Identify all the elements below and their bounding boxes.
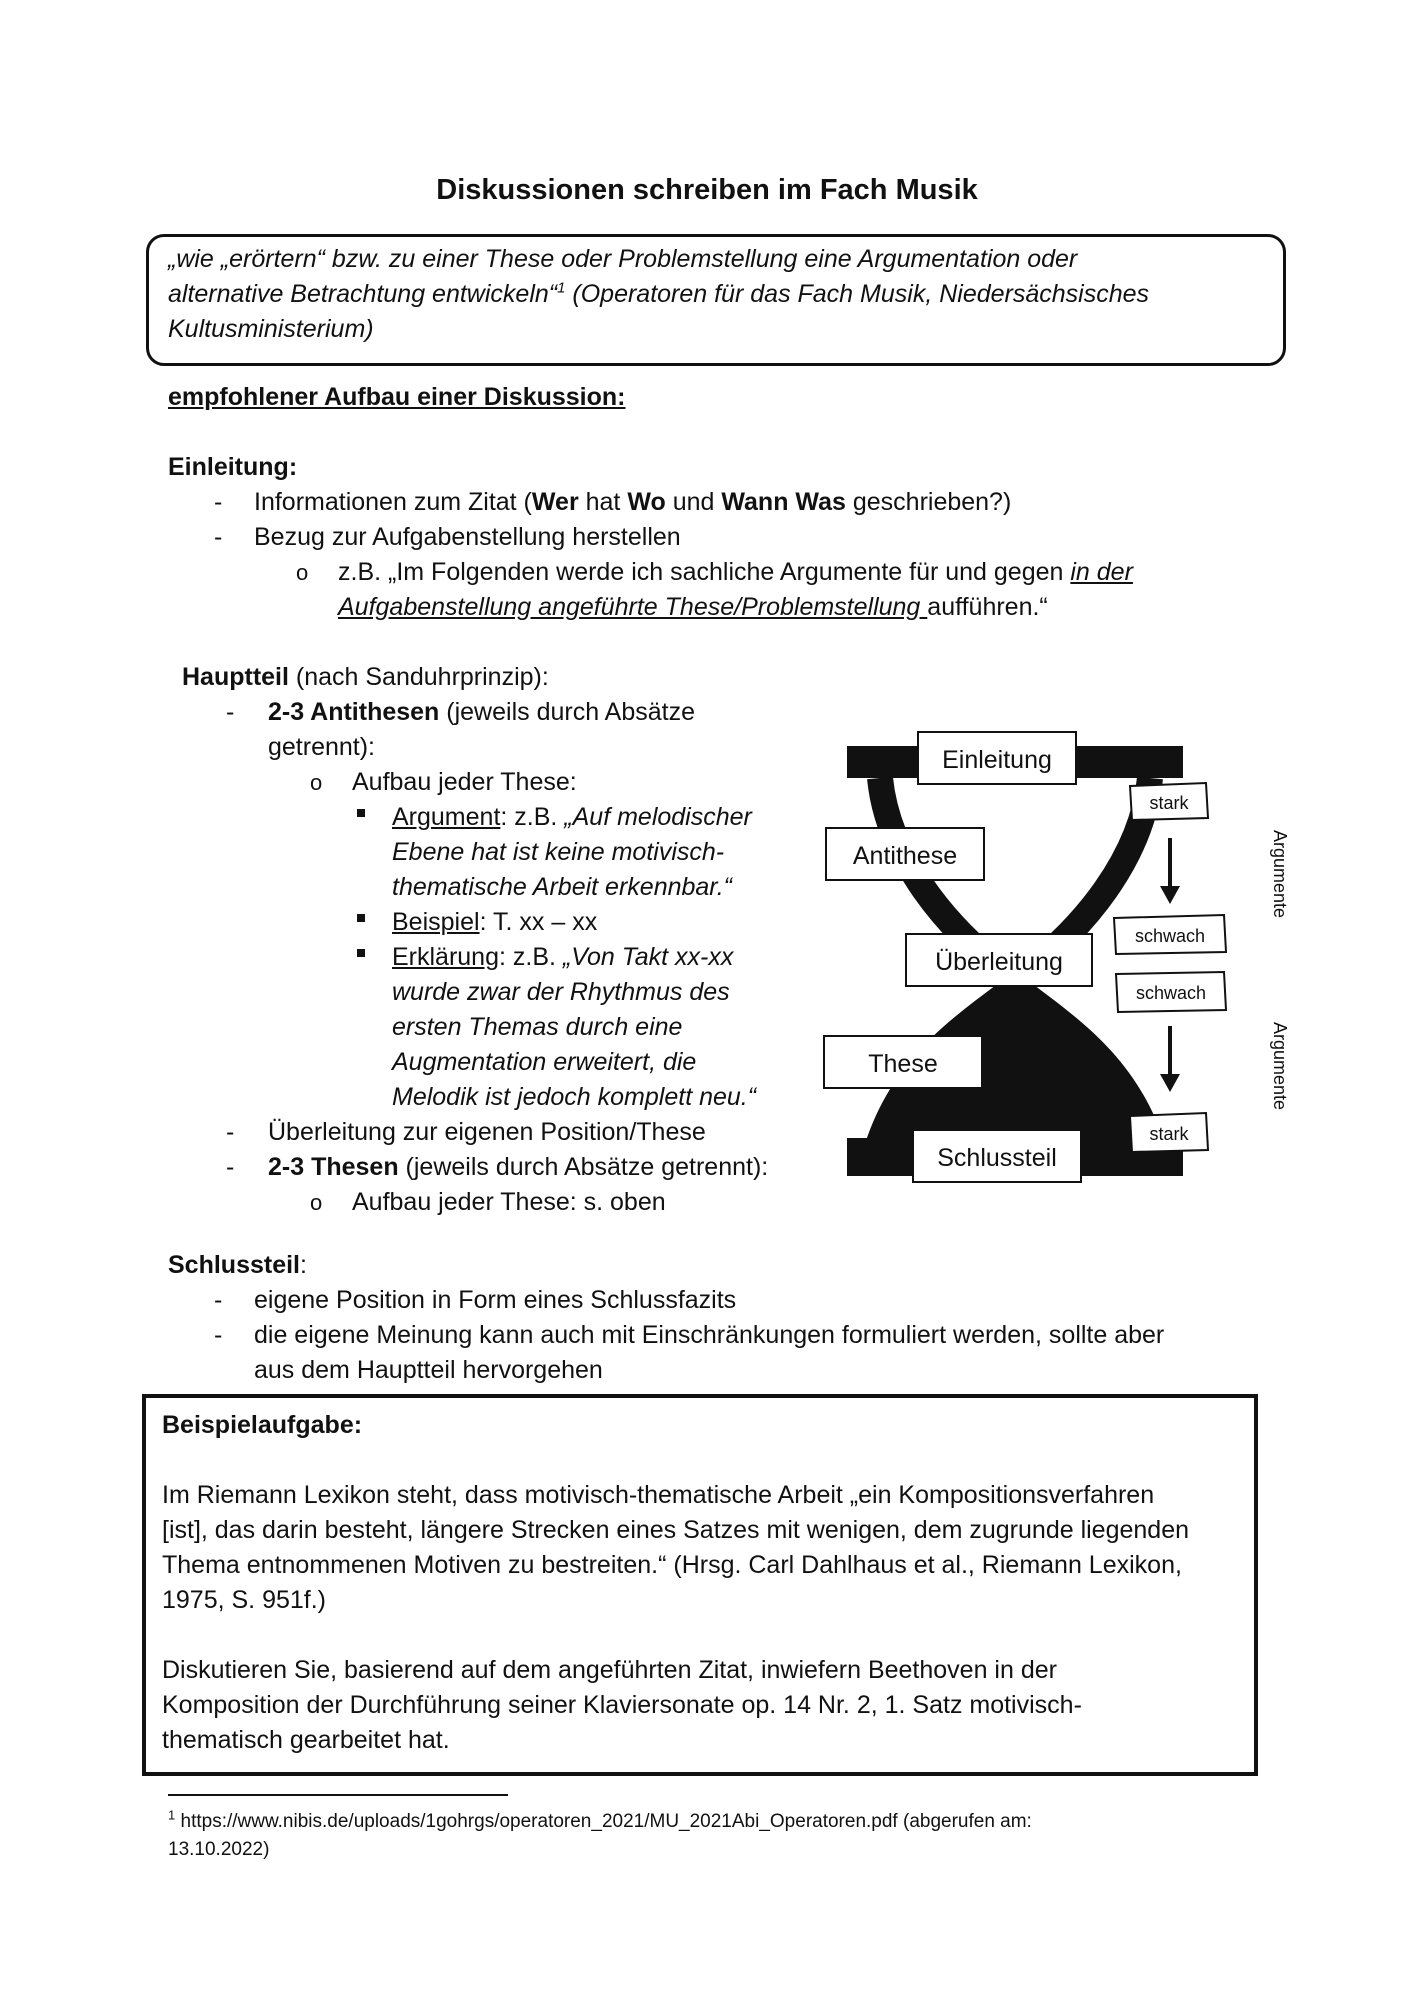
structure-heading: empfohlener Aufbau einer Diskussion: — [168, 383, 626, 411]
operator-line-1: „wie „erörtern“ bzw. zu einer These oder Problemstellung eine Argumentation oder — [168, 245, 1078, 273]
dash-bullet: - — [214, 523, 223, 551]
dash-bullet: - — [214, 488, 223, 516]
argument-line-2: Ebene hat ist keine motivisch- — [392, 838, 725, 866]
einleitung-subitem-1-line-2: Aufgabenstellung angeführte These/Problemstellung aufführen.“ — [338, 593, 1048, 621]
antithese-label: Antithese — [852, 842, 958, 870]
einleitung-item-1: Informationen zum Zitat (Wer hat Wo und Wann Was geschrieben?) — [254, 488, 1012, 516]
task-p1-line-3: Thema entnommenen Motiven zu bestreiten.“ (Hrsg. Carl Dahlhaus et al., Riemann Lexikon, — [162, 1551, 1182, 1579]
dash-bullet: - — [226, 1118, 235, 1146]
antithesen-item-line-2: getrennt): — [268, 733, 376, 761]
task-p1-line-2: [ist], das darin besteht, längere Strecken eines Satzes mit wenigen, dem zugrunde liegenden — [162, 1516, 1190, 1544]
schlussteil-item-2-line-1: die eigene Meinung kann auch mit Einschränkungen formuliert werden, sollte aber — [254, 1321, 1165, 1349]
erklaerung-line-3: ersten Themas durch eine — [392, 1013, 683, 1041]
circle-bullet: o — [296, 560, 309, 585]
erklaerung-line-4: Augmentation erweitert, die — [392, 1048, 697, 1076]
argument-line-3: thematische Arbeit erkennbar.“ — [392, 873, 732, 901]
dash-bullet: - — [226, 1153, 235, 1181]
footnote-url[interactable]: https://www.nibis.de/uploads/1gohrgs/operatoren_2021/MU_2021Abi_Operatoren.pdf (abgerufen am: — [175, 1811, 1032, 1832]
dash-bullet: - — [226, 698, 235, 726]
schwach-1-label: schwach — [1134, 926, 1206, 946]
thesen-item: 2-3 Thesen (jeweils durch Absätze getrennt): — [268, 1153, 769, 1181]
antithesen-item-line-1: 2-3 Antithesen (jeweils durch Absätze — [268, 698, 696, 726]
argument-line-1: Argument: z.B. „Auf melodischer — [392, 803, 752, 831]
schlussteil-heading: Schlussteil: — [168, 1251, 307, 1279]
hauptteil-heading: Hauptteil (nach Sanduhrprinzip): — [182, 663, 549, 691]
erklaerung-line-2: wurde zwar der Rhythmus des — [392, 978, 730, 1006]
operator-definition-text — [168, 242, 1268, 347]
schwach-2-label: schwach — [1135, 983, 1207, 1003]
page-title: Diskussionen schreiben im Fach Musik — [436, 174, 978, 206]
argumente-top-label: Argumente — [1270, 830, 1290, 919]
footnote-separator — [168, 1794, 508, 1796]
arrow-top-head — [1160, 886, 1180, 904]
stark-top-label: stark — [1149, 793, 1189, 813]
einleitung-heading: Einleitung: — [168, 453, 298, 481]
ueberleitung-label: Überleitung — [935, 948, 1063, 976]
aufbau-these: Aufbau jeder These: — [352, 768, 577, 796]
square-bullet — [357, 949, 365, 957]
einleitung-item-2: Bezug zur Aufgabenstellung herstellen — [254, 523, 681, 551]
schlussteil-item-1: eigene Position in Form eines Schlussfazits — [254, 1286, 737, 1314]
task-p1-line-1: Im Riemann Lexikon steht, dass motivisch-thematische Arbeit „ein Kompositionsverfahren — [162, 1481, 1155, 1509]
task-p2-line-3: thematisch gearbeitet hat. — [162, 1726, 450, 1754]
einleitung-subitem-1-line-1: z.B. „Im Folgenden werde ich sachliche Argumente für und gegen in der — [338, 558, 1133, 586]
these-label: These — [868, 1050, 938, 1078]
footnote — [168, 1808, 1278, 1864]
schlussteil-item-2-line-2: aus dem Hauptteil hervorgehen — [254, 1356, 603, 1384]
operator-line-2: alternative Betrachtung entwickeln“$^1$ (Operatoren für das Fach Musik, Niedersächsisches — [168, 279, 1150, 308]
task-p2-line-1: Diskutieren Sie, basierend auf dem angeführten Zitat, inwiefern Beethoven in der — [162, 1656, 1057, 1684]
arrow-bottom-head — [1160, 1074, 1180, 1092]
erklaerung-line-1: Erklärung: z.B. „Von Takt xx-xx — [392, 943, 734, 971]
operator-line-3: Kultusministerium) — [168, 315, 374, 343]
dash-bullet: - — [214, 1321, 223, 1349]
task-heading: Beispielaufgabe: — [162, 1411, 363, 1439]
task-p1-line-4: 1975, S. 951f.) — [162, 1586, 327, 1614]
footnote-reference: 1 — [557, 279, 566, 297]
footnote-line-2: 13.10.2022) — [168, 1839, 270, 1860]
schlussteil-label: Schlussteil — [937, 1144, 1057, 1172]
einleitung-label: Einleitung — [942, 746, 1052, 774]
argumente-bottom-label: Argumente — [1270, 1022, 1290, 1111]
square-bullet — [357, 809, 365, 817]
beispiel-line: Beispiel: T. xx – xx — [392, 908, 598, 936]
ueberleitung-item: Überleitung zur eigenen Position/These — [268, 1118, 706, 1146]
footnote-line-1: $^1$ https://www.nibis.de/uploads/1gohrgs/operatoren_2021/MU_2021Abi_Operatoren.pdf (abgerufen am: — [168, 1807, 1032, 1832]
thesen-aufbau: Aufbau jeder These: s. oben — [352, 1188, 666, 1216]
hourglass-diagram — [800, 720, 1300, 1200]
circle-bullet: o — [310, 1190, 323, 1215]
task-p2-line-2: Komposition der Durchführung seiner Klaviersonate op. 14 Nr. 2, 1. Satz motivisch- — [162, 1691, 1082, 1719]
erklaerung-line-5: Melodik ist jedoch komplett neu.“ — [392, 1083, 757, 1111]
square-bullet — [357, 914, 365, 922]
circle-bullet: o — [310, 770, 323, 795]
dash-bullet: - — [214, 1286, 223, 1314]
stark-bottom-label: stark — [1149, 1124, 1189, 1144]
